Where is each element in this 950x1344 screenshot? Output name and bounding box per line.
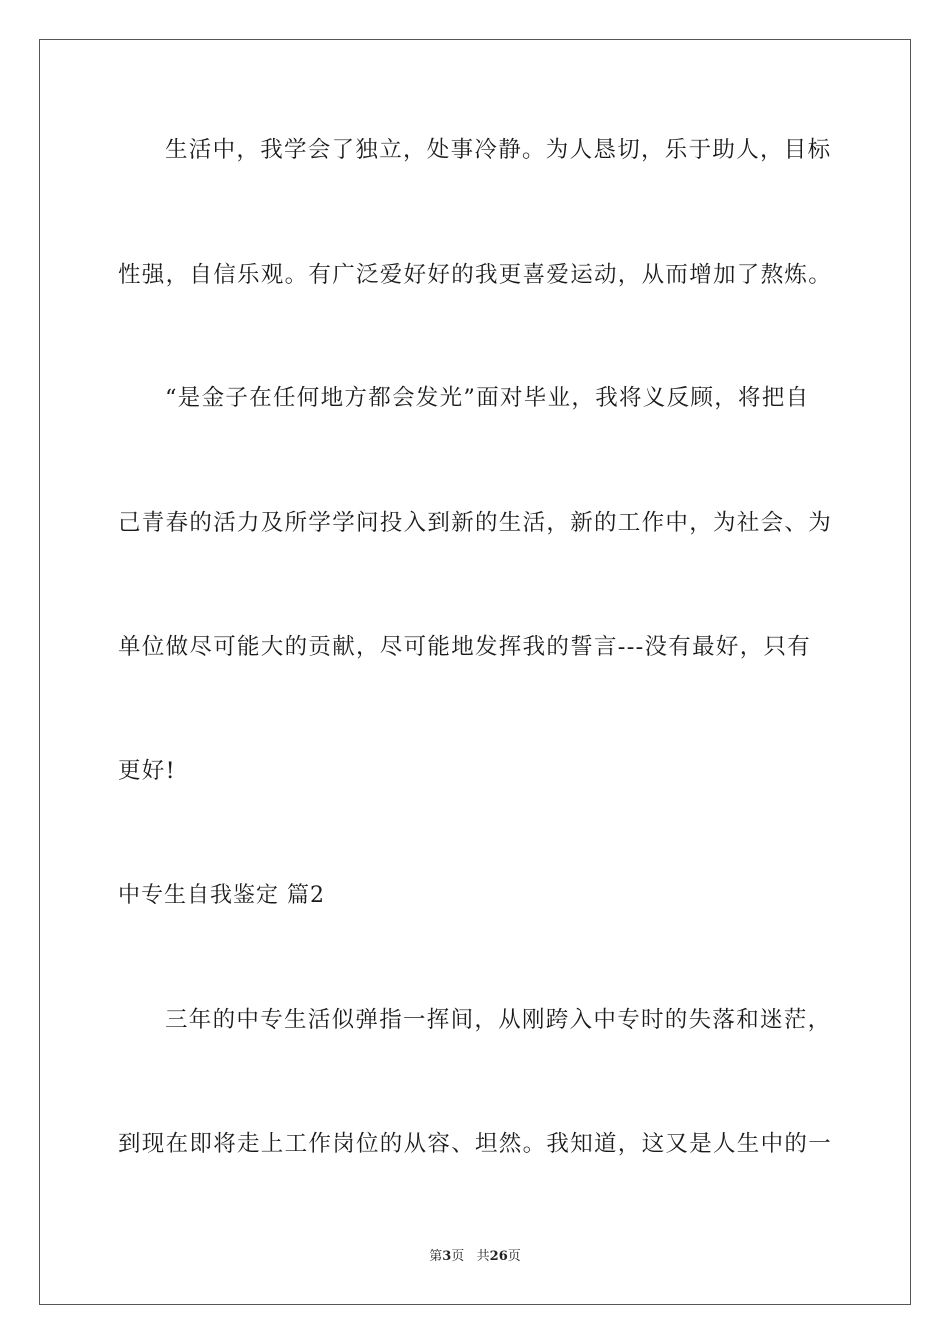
page-footer <box>0 1248 950 1266</box>
paragraph-line: 生活中，我学会了独立，处事冷静。为人恳切，乐于助人，目标 <box>165 137 832 163</box>
total-pages-number: 26 <box>489 1249 508 1264</box>
section-heading: 中专生自我鉴定 篇2 <box>118 883 325 908</box>
current-page-number: 3 <box>442 1249 452 1264</box>
paragraph-line: 三年的中专生活似弹指一挥间，从刚跨入中专时的失落和迷茫， <box>165 1007 832 1033</box>
paragraph-line: 更好! <box>118 758 176 784</box>
paragraph-line: “是金子在任何地方都会发光”面对毕业，我将义反顾，将把自 <box>165 385 810 411</box>
paragraph-line: 到现在即将走上工作岗位的从容、坦然。我知道，这又是人生中的一 <box>118 1131 833 1157</box>
footer-middle: 页 共 <box>451 1249 490 1264</box>
page-border <box>39 39 911 1305</box>
paragraph-line: 单位做尽可能大的贡献，尽可能地发挥我的誓言---没有最好，只有 <box>118 634 812 660</box>
footer-suffix: 页 <box>507 1249 521 1264</box>
paragraph-line: 己青春的活力及所学学问投入到新的生活，新的工作中，为社会、为 <box>118 510 833 536</box>
footer-prefix: 第 <box>429 1249 443 1264</box>
paragraph-line: 性强，自信乐观。有广泛爱好好的我更喜爱运动，从而增加了熬炼。 <box>118 262 833 288</box>
